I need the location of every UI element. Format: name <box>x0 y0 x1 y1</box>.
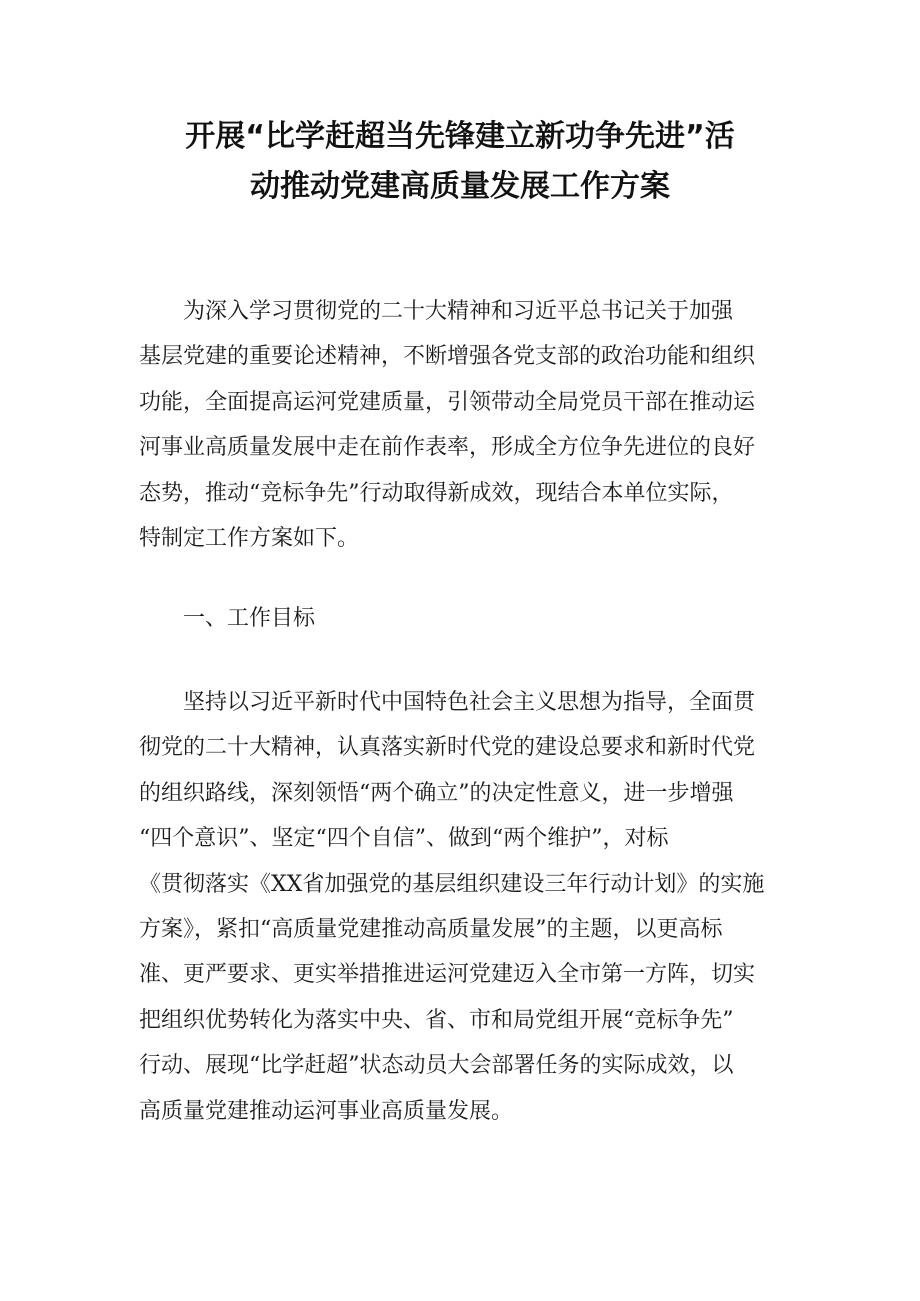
paragraph-line: 基层党建的重要论述精神，不断增强各党支部的政治功能和组织 <box>139 344 756 370</box>
paragraph-line: “四个意识”、坚定“四个自信”、做到“两个维护”，对标 <box>139 826 669 852</box>
paragraph-line: 河事业高质量发展中走在前作表率，形成全方位争先进位的良好 <box>139 435 756 461</box>
paragraph-line: 彻党的二十大精神，认真落实新时代党的建设总要求和新时代党 <box>139 735 756 761</box>
paragraph-line: 《贯彻落实《XX省加强党的基层组织建设三年行动计划》的实施 <box>139 871 765 897</box>
goals-paragraph <box>139 680 791 1134</box>
title-line-1: 开展“比学赶超当先锋建立新功争先进”活 <box>185 119 735 154</box>
paragraph-line: 高质量党建推动运河事业高质量发展。 <box>139 1098 514 1124</box>
intro-paragraph <box>139 289 791 561</box>
paragraph-line: 特制定工作方案如下。 <box>139 525 360 551</box>
title-line-2: 动推动党建高质量发展工作方案 <box>250 169 670 204</box>
paragraph-line: 的组织路线，深刻领悟“两个确立”的决定性意义，进一步增强 <box>139 780 734 806</box>
paragraph-line: 行动、展现“比学赶超”状态动员大会部署任务的实际成效，以 <box>139 1053 734 1079</box>
paragraph-line: 坚持以习近平新时代中国特色社会主义思想为指导，全面贯 <box>183 690 756 715</box>
section-heading-goals <box>139 596 791 641</box>
paragraph-line: 为深入学习贯彻党的二十大精神和习近平总书记关于加强 <box>183 299 734 324</box>
paragraph-line: 态势，推动“竞标争先”行动取得新成效，现结合本单位实际， <box>139 480 734 506</box>
document-title <box>140 112 780 212</box>
paragraph-line: 准、更严要求、更实举措推进运河党建迈入全市第一方阵，切实 <box>139 962 756 988</box>
paragraph-line: 方案》，紧扣“高质量党建推动高质量发展”的主题，以更高标 <box>139 916 723 942</box>
paragraph-line: 功能，全面提高运河党建质量，引领带动全局党员干部在推动运 <box>139 389 756 415</box>
section-heading-text: 一、工作目标 <box>183 606 316 631</box>
paragraph-line: 把组织优势转化为落实中央、省、市和局党组开展“竞标争先” <box>139 1007 734 1033</box>
